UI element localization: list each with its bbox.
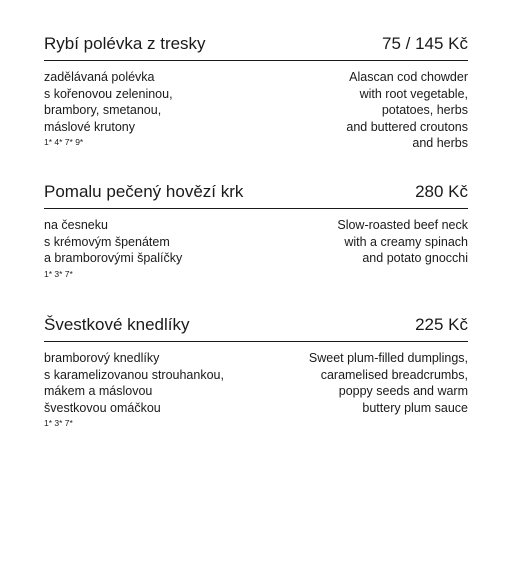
english-line: buttery plum sauce [362, 400, 468, 415]
dish-name: Pomalu pečený hovězí krk [44, 182, 244, 201]
english-line: Sweet plum-filled dumplings, [308, 351, 468, 365]
english-line: with root vegetable, [359, 86, 468, 101]
english-description [337, 217, 468, 281]
czech-line: bramborový knedlíky [44, 351, 160, 365]
menu-item-plum-dumplings [44, 314, 468, 430]
czech-line: mákem a máslovou [44, 384, 153, 398]
menu-item-description [44, 69, 468, 152]
english-line: poppy seeds and warm [338, 384, 468, 398]
czech-line: brambory, smetanou, [44, 103, 162, 117]
czech-description [44, 350, 224, 430]
menu-item-header [44, 33, 468, 61]
dish-price: 280 Kč [415, 182, 468, 201]
english-description [309, 350, 468, 430]
czech-description [44, 217, 182, 281]
czech-description [44, 69, 173, 152]
czech-line: s karamelizovanou strouhankou, [44, 367, 224, 382]
allergen-codes: 1* 3* 7* [44, 268, 73, 279]
czech-line: zadělávaná polévka [44, 70, 155, 84]
allergen-codes: 1* 4* 7* 9* [44, 137, 84, 147]
menu-item-header [44, 181, 468, 209]
english-line: Alascan cod chowder [349, 70, 468, 84]
menu-item-fish-soup [44, 33, 468, 152]
menu-item-beef-neck [44, 181, 468, 281]
menu-item-description [44, 350, 468, 430]
english-line: and buttered croutons [346, 119, 468, 134]
czech-line: na česneku [44, 218, 108, 232]
english-line: and potato gnocchi [362, 251, 468, 265]
english-line: caramelised breadcrumbs, [320, 367, 468, 382]
menu-item-description [44, 217, 468, 281]
menu-item-header [44, 314, 468, 342]
czech-line: s kořenovou zeleninou, [44, 86, 173, 101]
czech-line: švestkovou omáčkou [44, 400, 161, 415]
dish-price: 225 Kč [415, 315, 468, 334]
dish-price: 75 / 145 Kč [381, 34, 468, 53]
english-line: and herbs [412, 136, 468, 150]
english-line: potatoes, herbs [381, 103, 468, 117]
english-line: Slow-roasted beef neck [337, 218, 468, 232]
czech-line: máslové krutony [44, 119, 136, 134]
english-line: with a creamy spinach [344, 234, 468, 249]
dish-name: Rybí polévka z tresky [44, 34, 206, 53]
czech-line: s krémovým špenátem [44, 234, 170, 249]
english-description [346, 69, 468, 152]
czech-line: a bramborovými špalíčky [44, 251, 183, 265]
dish-name: Švestkové knedlíky [44, 315, 190, 334]
allergen-codes: 1* 3* 7* [44, 418, 73, 428]
